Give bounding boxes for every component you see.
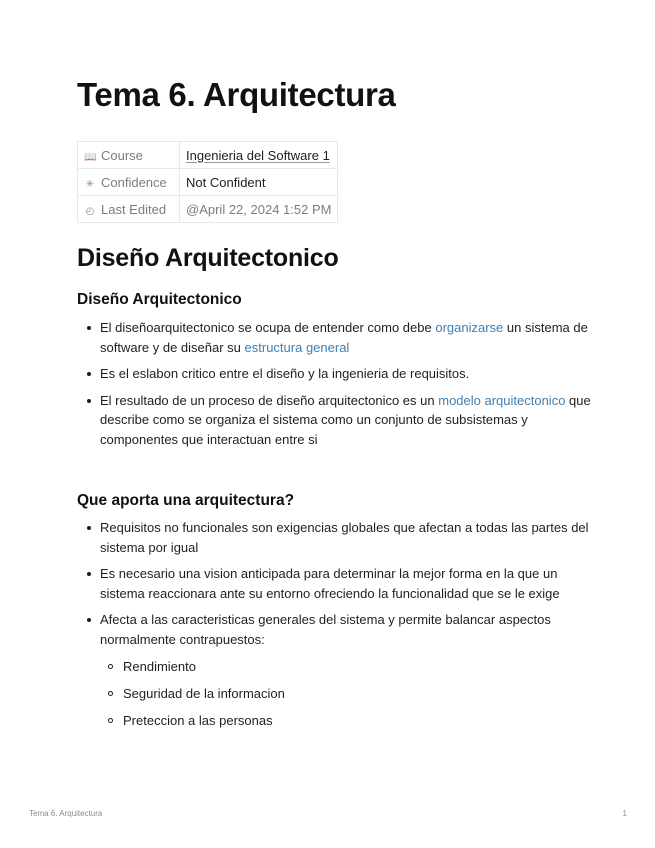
- list-item: [77, 610, 597, 731]
- course-link[interactable]: Ingenieria del Software 1: [186, 147, 330, 163]
- property-value-confidence: Not Confident: [180, 169, 338, 196]
- bullet-list: [77, 318, 597, 456]
- book-icon: 📖: [84, 151, 97, 163]
- page-number: 1: [622, 809, 627, 818]
- highlight-link: modelo arquitectonico: [438, 392, 566, 408]
- property-label: Confidence: [101, 174, 167, 190]
- subsection-heading: Que aporta una arquitectura?: [77, 492, 295, 509]
- list-item: Es necesario una vision anticipada para determinar la mejor forma en la que un sistema reaccionara ante su entorno ofreciendo la funcionalidad que se le exige: [77, 564, 597, 603]
- property-key-course: [78, 142, 180, 169]
- sub-bullet-list: [100, 657, 597, 731]
- property-row-last-edited: [78, 196, 338, 223]
- property-label: Last Edited: [101, 201, 167, 217]
- subsection-heading: Diseño Arquitectonico: [77, 291, 242, 308]
- bullet-text: un sistema de software y de diseñar su: [100, 320, 588, 355]
- bullet-text: que describe como se organiza el sistema como un conjunto de subsistemas y componentes que interactuan entre si: [100, 392, 591, 447]
- sub-list-item: Preteccion a las personas: [100, 711, 597, 731]
- spinner-icon: ✳: [85, 178, 95, 190]
- list-item: [77, 391, 597, 450]
- property-row-confidence: [78, 169, 338, 196]
- property-key-confidence: [78, 169, 180, 196]
- list-item: Requisitos no funcionales son exigencias globales que afectan a todas las partes del sistema por igual: [77, 518, 597, 557]
- sub-list-item: Seguridad de la informacion: [100, 684, 597, 704]
- property-key-last-edited: [78, 196, 180, 223]
- bullet-text: El resultado de un proceso de diseño arquitectonico es un: [100, 392, 439, 408]
- clock-icon: ◴: [85, 205, 95, 217]
- section-heading: Diseño Arquitectonico: [77, 244, 339, 272]
- page-title: Tema 6. Arquitectura: [77, 76, 396, 113]
- bullet-text: El diseñoarquitectonico se ocupa de entender como debe: [100, 320, 436, 335]
- highlight-link: estructura general: [244, 339, 350, 355]
- bullet-text: Afecta a las caracteristicas generales del sistema y permite balancar aspectos normalmente contrapuestos:: [100, 612, 551, 647]
- property-value-course[interactable]: [180, 142, 338, 169]
- list-item: [77, 364, 597, 384]
- bullet-text: Es el eslabon critico entre el diseño y la ingenieria de requisitos.: [100, 366, 470, 381]
- highlight-link: organizarse: [435, 320, 504, 335]
- property-label: Course: [101, 147, 143, 163]
- property-row-course: [78, 142, 338, 169]
- footer-title: Tema 6. Arquitectura: [29, 809, 103, 818]
- sub-list-item: Rendimiento: [100, 657, 597, 677]
- list-item: [77, 318, 597, 357]
- properties-table: [77, 141, 338, 223]
- property-value-last-edited: @April 22, 2024 1:52 PM: [180, 196, 338, 223]
- bullet-list: [77, 518, 597, 738]
